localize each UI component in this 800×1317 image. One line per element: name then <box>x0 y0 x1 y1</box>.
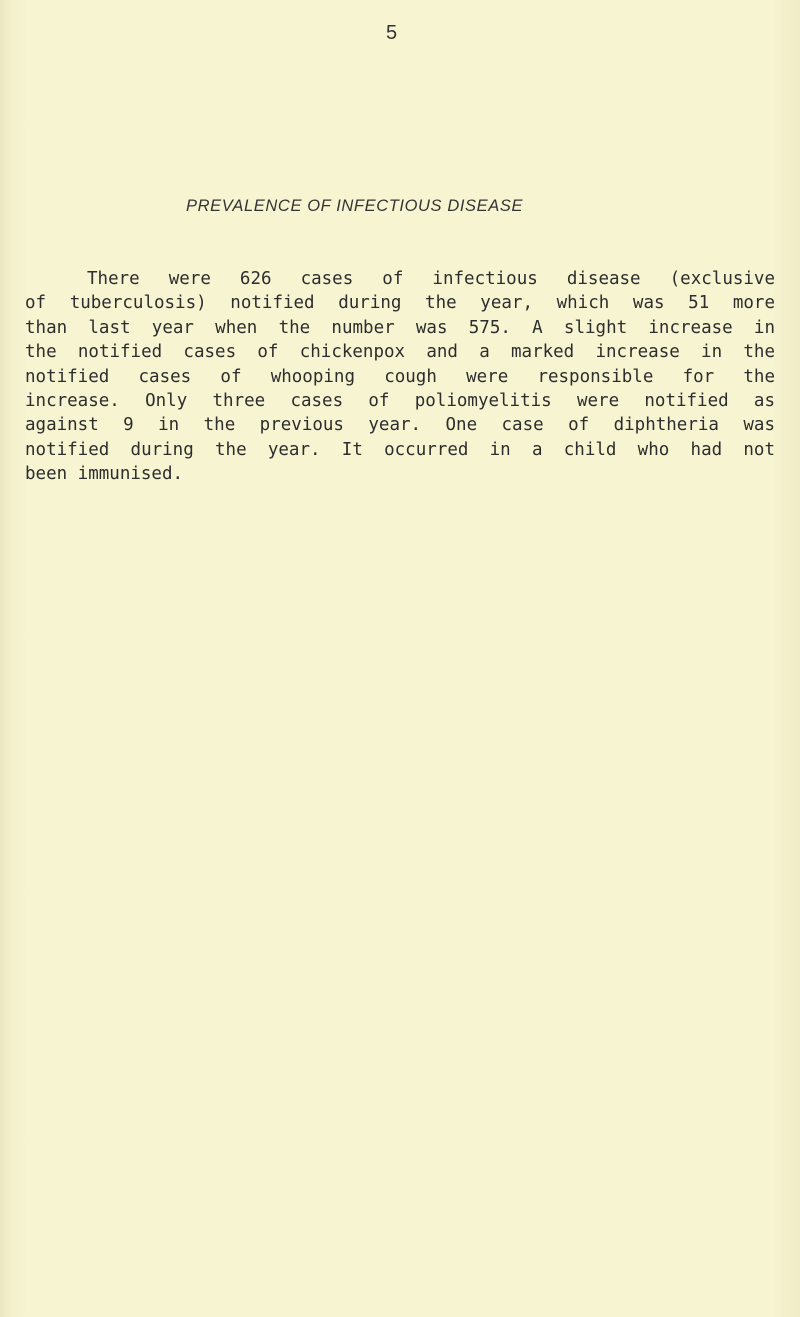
paragraph-line: notified cases of whooping cough were responsible for the <box>25 366 775 387</box>
paragraph-line: than last year when the number was 575. A slight increase in <box>25 317 775 338</box>
paragraph-line: of tuberculosis) notified during the year, which was 51 more <box>25 293 775 314</box>
section-heading: PREVALENCE OF INFECTIOUS DISEASE <box>186 197 524 215</box>
paragraph-line: increase. Only three cases of poliomyelitis were notified as <box>25 391 775 412</box>
page-number: 5 <box>386 22 398 44</box>
body-paragraph <box>25 267 775 487</box>
paragraph-line: been immunised. <box>25 464 184 485</box>
paragraph-line: against 9 in the previous year. One case of diphtheria was <box>25 415 775 436</box>
paragraph-line: There were 626 cases of infectious disease (exclusive <box>87 269 775 289</box>
paragraph-line: the notified cases of chickenpox and a marked increase in the <box>25 342 775 363</box>
paragraph-line: notified during the year. It occurred in a child who had not <box>25 439 775 460</box>
